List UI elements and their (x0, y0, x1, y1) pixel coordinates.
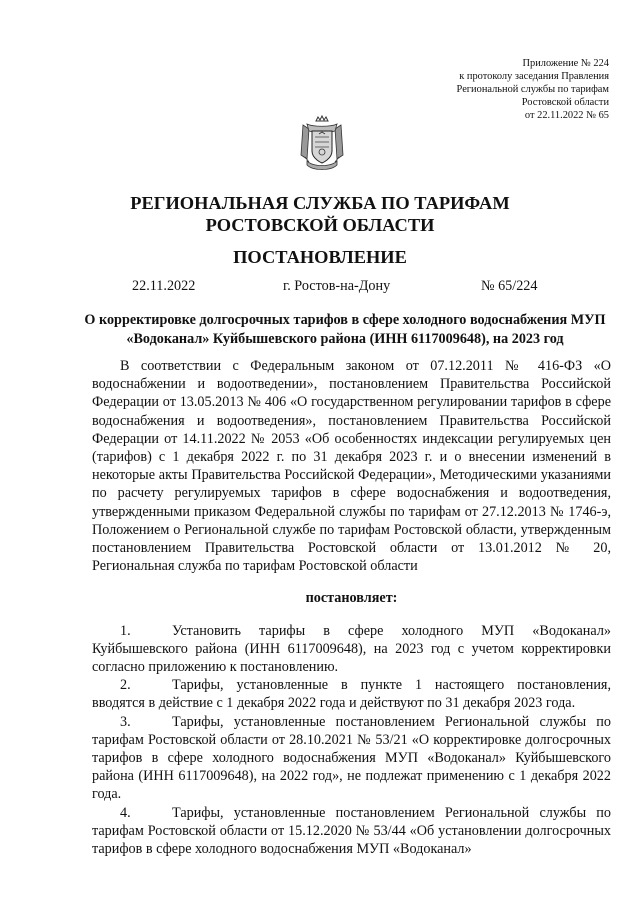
item-text: Тарифы, установленные постановлением Региональной службы по тарифам Ростовской области от 28.10.2021 № 53/21 «О корректировке долгосрочных тарифов в сфере холодного водоснабжения МУП «Водоканал» Куйбышевского района (ИНН 6117009648), на 2022 год», не подлежат применению с 1 декабря 2022 года. (92, 713, 611, 803)
item-text: Тарифы, установленные постановлением Региональной службы по тарифам Ростовской области от 15.12.2020 № 53/44 «Об установлении долгосрочных тарифов в сфере холодного водоснабжения МУП «Водоканал» (92, 804, 611, 858)
document-body (92, 357, 611, 858)
organization-name (0, 193, 640, 236)
item-number: 4. (120, 804, 131, 821)
document-type: ПОСТАНОВЛЕНИЕ (233, 247, 407, 267)
organization-line-2: РОСТОВСКОЙ ОБЛАСТИ (205, 214, 435, 235)
item-text: Установить тарифы в сфере холодного МУП «Водоканал» Куйбышевского района (ИНН 6117009648), на 2023 год с учетом корректировки согласно приложению к постановлению. (92, 622, 611, 676)
list-item (92, 713, 611, 804)
appendix-note (457, 58, 609, 123)
appendix-line: Ростовской области (521, 96, 609, 108)
resolves-heading: постановляет: (305, 590, 398, 607)
appendix-line: от 22.11.2022 № 65 (524, 109, 609, 121)
organization-line-1: РЕГИОНАЛЬНАЯ СЛУЖБА ПО ТАРИФАМ (130, 193, 510, 213)
document-number: № 65/224 (481, 278, 538, 294)
document-date: 22.11.2022 (132, 278, 196, 294)
list-item (92, 676, 611, 712)
list-item (92, 622, 611, 677)
item-text: Тарифы, установленные в пункте 1 настоящего постановления, вводятся в действие с 1 декабря 2022 года и действуют по 31 декабря 2023 года. (92, 677, 611, 712)
list-item (92, 804, 611, 859)
item-number: 3. (120, 713, 131, 730)
appendix-line: Региональной службы по тарифам (456, 83, 609, 95)
document-title: О корректировке долгосрочных тарифов в сфере холодного водоснабжения МУП «Водоканал» Куйбышевского района (ИНН 6117009648), на 2023 год (84, 312, 606, 347)
item-number: 2. (120, 677, 131, 694)
appendix-line: Приложение № 224 (522, 58, 609, 69)
appendix-line: к протоколу заседания Правления (459, 70, 609, 82)
preamble-paragraph: В соответствии с Федеральным законом от 07.12.2011 № 416-ФЗ «О водоснабжении и водоотведении», постановлением Правительства Российской Федерации от 13.05.2013 № 406 «О государственном регулировании тарифов в сфере водоснабжения и водоотведения», постановлением Правительства Российской Федерации от 14.11.2022 № 2053 «Об особенностях индексации регулируемых цен (тарифов) с 1 декабря 2022 г. по 31 декабря 2023 г. и о внесении изменений в некоторые акты Правительства Российской Федерации», Методическими указаниями по расчету регулируемых тарифов в сфере водоснабжения и водоотведения, утвержденными приказом Федеральной службы по тарифам от 27.12.2013 № 1746-э, Положением о Региональной службе по тарифам Ростовской области, утвержденным постановлением Правительства Ростовской области от 13.01.2012 № 20, Региональная служба по тарифам Ростовской области (92, 358, 611, 575)
document-place: г. Ростов-на-Дону (283, 278, 391, 294)
item-number: 1. (120, 622, 131, 639)
coat-of-arms-icon (299, 115, 345, 173)
